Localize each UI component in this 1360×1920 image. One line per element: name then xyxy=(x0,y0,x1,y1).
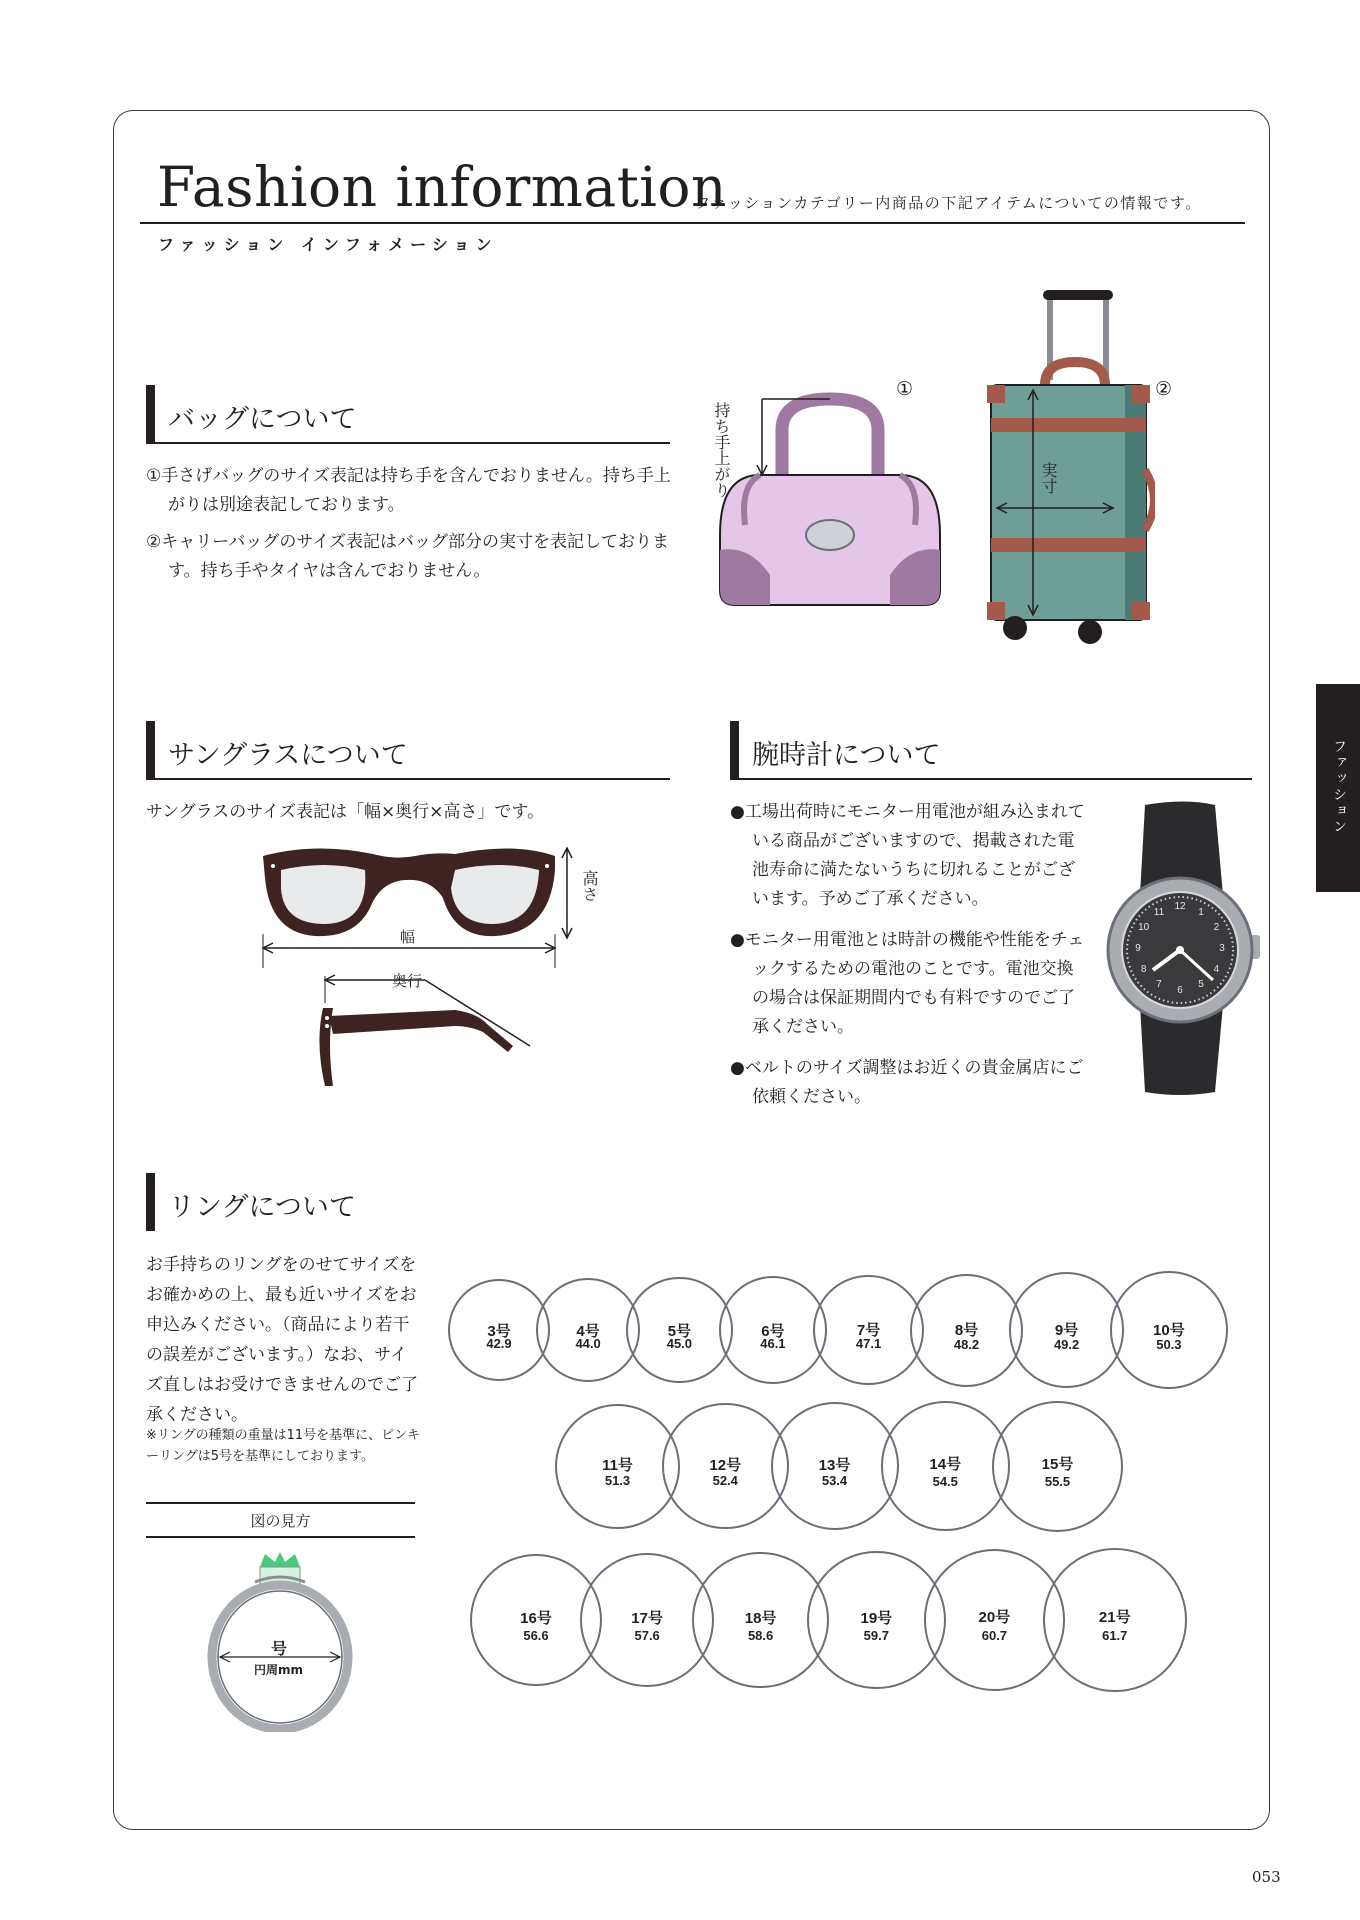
ring-size-circle xyxy=(992,1401,1123,1532)
bag-heading: バッグについて xyxy=(168,404,357,435)
handle-height-label: 持ち手上がり xyxy=(712,402,731,498)
watch-dial-number: 3 xyxy=(1219,943,1225,954)
sunglasses-width-label: 幅 xyxy=(400,928,416,946)
watch-heading: 腕時計について xyxy=(752,740,941,771)
ring-size-label: 11号 xyxy=(602,1456,633,1474)
watch-note-2: ●モニター用電池とは時計の機能や性能をチェックするための電池のことです。電池交換の場合は保証期間内でも有料ですのでご了承ください。 xyxy=(730,930,1085,1037)
ring-circumference-value: 42.9 xyxy=(486,1335,512,1351)
page-title-kana: ファッション インフォメーション xyxy=(158,235,498,254)
ring-size-circle xyxy=(1009,1272,1124,1387)
ring-size-circle xyxy=(719,1276,828,1385)
ring-size-label: 21号 xyxy=(1098,1609,1131,1627)
sunglasses-height-label: 高さ xyxy=(580,870,599,902)
watch-dial-numbers xyxy=(1105,800,1255,1100)
legend-circumference-label: 円周mm xyxy=(254,1663,304,1677)
ring-circumference-value: 53.4 xyxy=(821,1473,848,1489)
ring-heading: リングについて xyxy=(168,1192,356,1223)
page-subtitle: ファッションカテゴリー内商品の下記アイテムについての情報です。 xyxy=(695,194,1202,212)
handbag-illustration xyxy=(700,385,970,615)
ring-circumference-value: 46.1 xyxy=(760,1336,786,1352)
ring-circumference-value: 48.2 xyxy=(953,1336,980,1352)
watch-dial-number: 8 xyxy=(1140,964,1147,975)
ring-circumference-value: 54.5 xyxy=(932,1473,958,1489)
ring-size-label: 10号 xyxy=(1153,1321,1185,1339)
ring-circumference-value: 61.7 xyxy=(1102,1628,1128,1644)
sunglasses-depth-label: 奥行 xyxy=(392,972,423,990)
section-rule xyxy=(730,778,1252,780)
ring-note: お手持ちのリングをのせてサイズをお確かめの上、最も近いサイズをお申込みください。（商品により若干の誤差がございます。）なお、サイズ直しはお受けできませんのでご了承ください。 xyxy=(146,1255,418,1425)
watch-note-3: ●ベルトのサイズ調整はお近くの貴金属店にご依頼ください。 xyxy=(730,1058,1084,1107)
legend-rule-top xyxy=(146,1502,415,1504)
ring-size-circle xyxy=(536,1278,640,1382)
ring-size-circle xyxy=(1043,1548,1187,1692)
watch-dial-number: 10 xyxy=(1138,922,1150,933)
section-rule xyxy=(146,778,670,780)
ring-size-label: 13号 xyxy=(818,1456,851,1474)
ring-size-label: 15号 xyxy=(1041,1456,1074,1474)
legend-title: 図の見方 xyxy=(250,1512,311,1530)
ring-circumference-value: 50.3 xyxy=(1156,1336,1182,1352)
ring-circumference-value: 51.3 xyxy=(604,1473,631,1489)
sunglasses-note: サングラスのサイズ表記は「幅×奥行×高さ」です。 xyxy=(146,802,545,822)
ring-circumference-value: 52.4 xyxy=(712,1473,738,1489)
watch-dial-number: 12 xyxy=(1174,901,1186,912)
bag-note-2: ②キャリーバッグのサイズ表記はバッグ部分の実寸を表記しております。持ち手やタイヤは含んでおりません。 xyxy=(146,532,670,581)
ring-size-circle xyxy=(910,1274,1023,1387)
ring-size-label: 7号 xyxy=(856,1322,881,1340)
watch-notes xyxy=(730,798,1088,1124)
sunglasses-heading: サングラスについて xyxy=(168,740,408,771)
watch-dial-number: 11 xyxy=(1153,906,1165,918)
ring-size-circle xyxy=(626,1277,732,1383)
watch-dial-number: 6 xyxy=(1177,985,1183,996)
watch-dial-number: 1 xyxy=(1198,906,1204,918)
ring-size-label: 16号 xyxy=(520,1610,552,1628)
ring-size-label: 8号 xyxy=(954,1322,979,1340)
ring-size-label: 6号 xyxy=(761,1322,785,1340)
ring-size-circle xyxy=(771,1402,899,1530)
handbag-marker: ① xyxy=(896,378,914,400)
page-title: Fashion information xyxy=(157,155,727,219)
ring-circumference-value: 56.6 xyxy=(523,1627,549,1643)
ring-size-circle xyxy=(1110,1271,1227,1388)
section-bar xyxy=(730,721,739,779)
watch-dial-number: 7 xyxy=(1156,979,1162,991)
legend-size-label: 号 xyxy=(271,1639,288,1658)
ring-size-circle xyxy=(881,1401,1011,1531)
ring-size-label: 9号 xyxy=(1054,1321,1079,1339)
side-index-tab[interactable] xyxy=(1316,684,1360,892)
ring-size-label: 12号 xyxy=(709,1456,742,1474)
page-number: 053 xyxy=(1252,1868,1281,1886)
ring-size-label: 14号 xyxy=(929,1456,962,1474)
ring-size-circle xyxy=(448,1279,550,1381)
ring-circumference-value: 57.6 xyxy=(634,1627,660,1643)
ring-size-label: 18号 xyxy=(744,1609,777,1627)
ring-size-label: 3号 xyxy=(487,1323,511,1341)
ring-size-label: 17号 xyxy=(631,1609,663,1627)
ring-size-circle xyxy=(813,1275,924,1386)
legend-rule-bottom xyxy=(146,1536,415,1538)
suitcase-marker: ② xyxy=(1155,378,1173,400)
section-bar xyxy=(146,1173,155,1231)
bag-notes xyxy=(146,462,676,594)
ring-circumference-value: 59.7 xyxy=(863,1628,889,1644)
ring-circumference-value: 55.5 xyxy=(1044,1473,1071,1489)
ring-size-circle xyxy=(662,1403,789,1530)
section-rule xyxy=(146,442,670,444)
section-bar xyxy=(146,721,155,779)
side-tab-label: ファッション xyxy=(1331,739,1347,835)
ring-circumference-value: 60.7 xyxy=(981,1628,1008,1644)
suitcase-illustration xyxy=(985,290,1155,645)
ring-size-label: 20号 xyxy=(978,1609,1011,1627)
watch-dial-number: 4 xyxy=(1213,964,1220,975)
title-divider xyxy=(140,222,1245,224)
actual-size-label: 実寸 xyxy=(1039,462,1058,494)
ring-size-label: 19号 xyxy=(860,1609,893,1627)
watch-note-1: ●工場出荷時にモニター用電池が組み込まれている商品がございますので、掲載された電池寿命に満たないうちに切れることがございます。予めご了承ください。 xyxy=(730,802,1085,909)
ring-circumference-value: 45.0 xyxy=(666,1336,693,1352)
sunglasses-illustration xyxy=(255,838,595,1098)
ring-size-label: 4号 xyxy=(576,1322,600,1340)
watch-dial-number: 9 xyxy=(1135,943,1141,954)
ring-size-label: 5号 xyxy=(667,1322,692,1340)
ring-small-note: ※リングの種類の重量は11号を基準に、ピンキーリングは5号を基準にしております。 xyxy=(146,1428,421,1464)
ring-circumference-value: 58.6 xyxy=(747,1627,774,1643)
watch-dial-number: 5 xyxy=(1198,979,1204,991)
ring-circumference-value: 44.0 xyxy=(575,1335,601,1351)
ring-circumference-value: 47.1 xyxy=(855,1336,882,1352)
watch-dial-number: 2 xyxy=(1213,922,1220,933)
section-bar xyxy=(146,385,155,443)
ring-circumference-value: 49.2 xyxy=(1053,1336,1080,1352)
bag-note-1: ①手さげバッグのサイズ表記は持ち手を含んでおりません。持ち手上がりは別途表記しております。 xyxy=(146,466,671,515)
